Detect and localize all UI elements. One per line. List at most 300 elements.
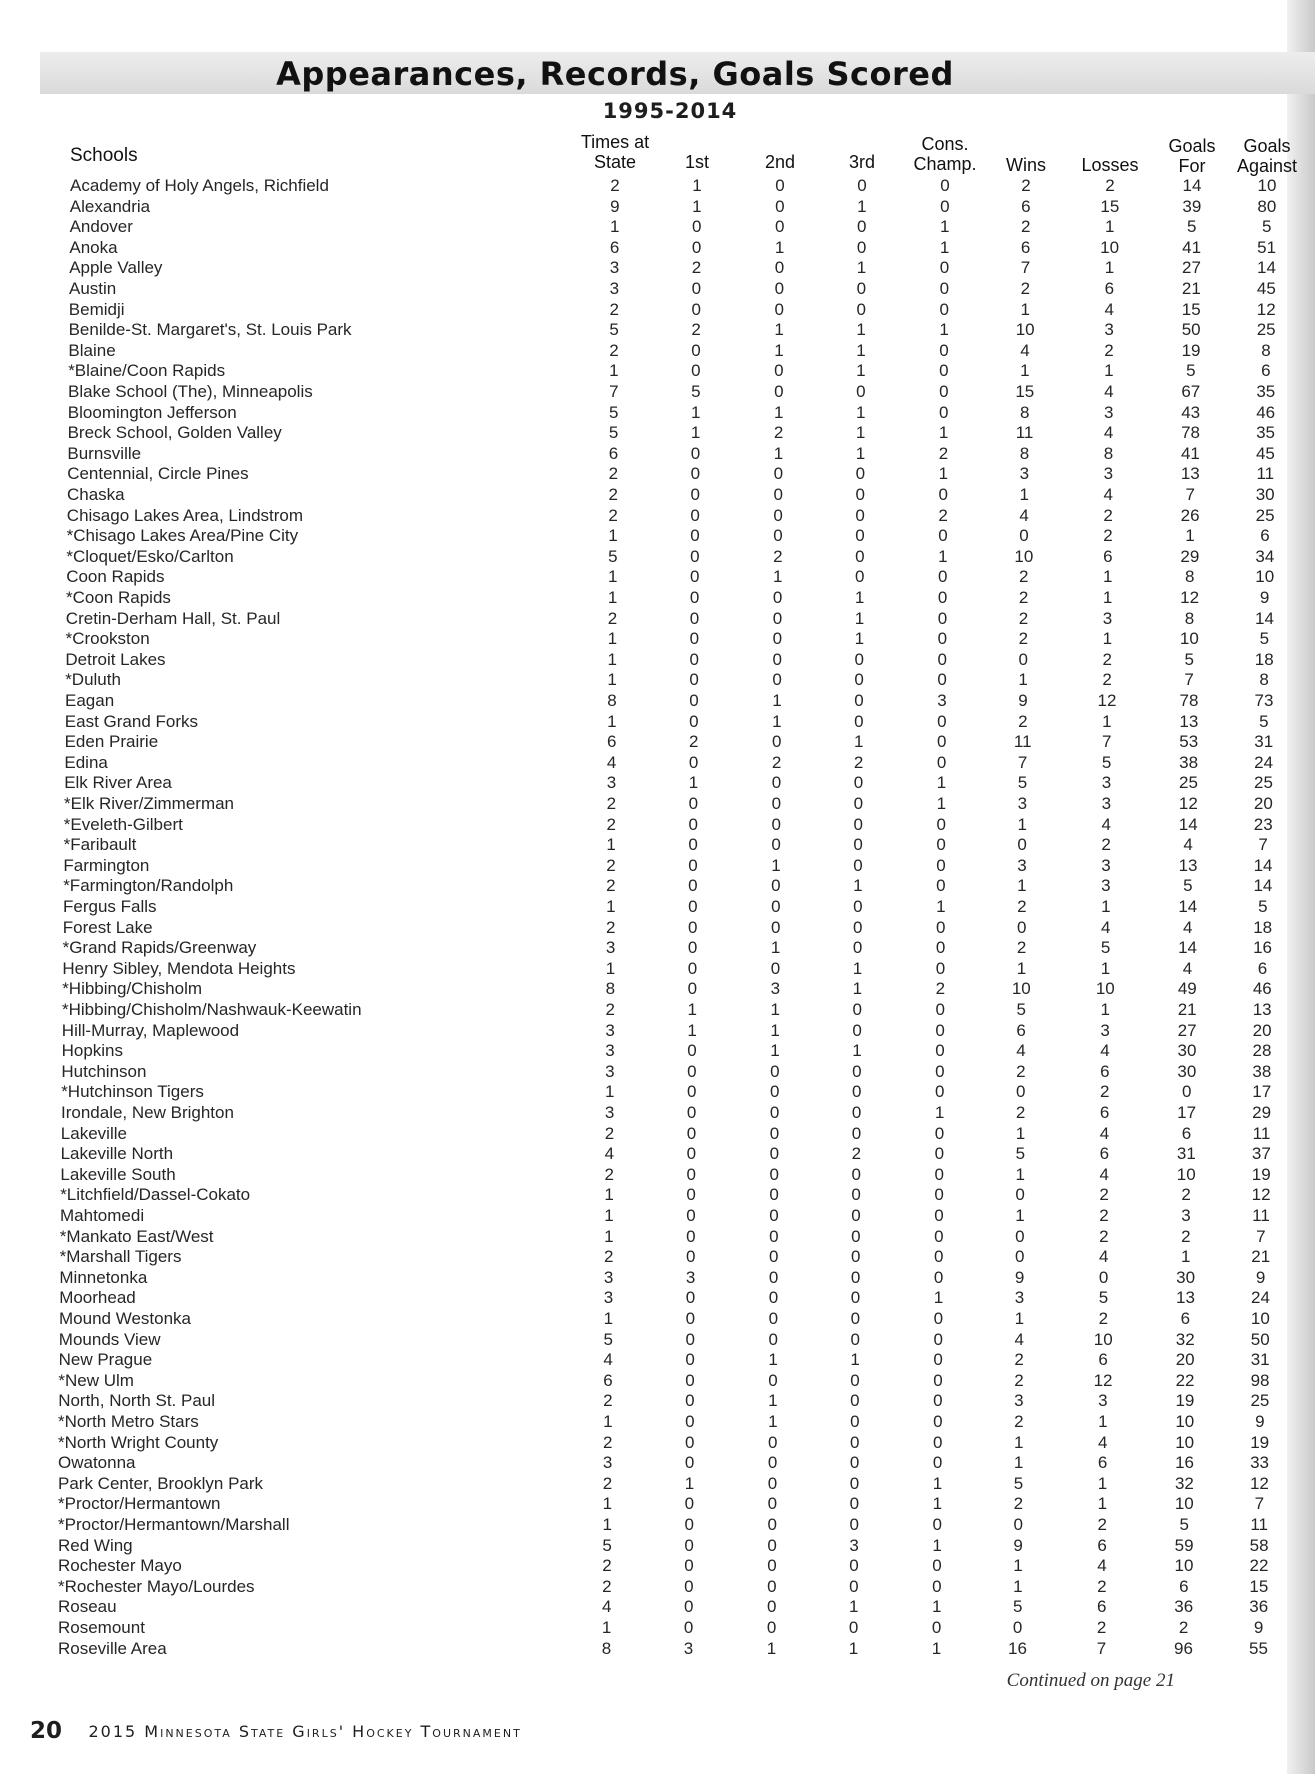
school-name: Alexandria	[69, 196, 151, 216]
header-1st: 1st	[684, 152, 709, 172]
cell-wins: 0	[1017, 835, 1027, 855]
cell-wins: 4	[1020, 340, 1030, 360]
cell-times-at-state: 3	[605, 938, 616, 958]
cell-wins: 2	[1018, 629, 1029, 649]
cell-cons-champ: 0	[936, 814, 946, 834]
cell-wins: 1	[1017, 876, 1027, 896]
cell-3rd: 0	[849, 1556, 859, 1576]
cell-losses: 1	[1100, 958, 1111, 978]
cell-2nd: 0	[773, 505, 783, 525]
cell-times-at-state: 1	[604, 1206, 614, 1225]
cell-2nd: 0	[767, 1515, 777, 1534]
school-name: *North Wright County	[58, 1432, 219, 1452]
cell-1st: 0	[688, 814, 698, 834]
cell-2nd: 0	[766, 1618, 777, 1637]
school-name: Roseville Area	[58, 1638, 167, 1658]
cell-goals-for: 6	[1179, 1576, 1189, 1596]
cell-times-at-state: 3	[606, 773, 617, 793]
cell-losses: 10	[1093, 1329, 1113, 1349]
cell-times-at-state: 3	[603, 1267, 614, 1287]
cell-1st: 0	[684, 1556, 694, 1576]
table-row	[0, 794, 1300, 815]
cell-3rd: 0	[852, 1020, 862, 1040]
cell-times-at-state: 4	[606, 752, 617, 772]
cell-times-at-state: 2	[602, 1432, 613, 1452]
cell-wins: 9	[1014, 1267, 1025, 1287]
school-name: Hutchinson	[61, 1061, 147, 1081]
cell-1st: 0	[685, 1329, 695, 1349]
cell-cons-champ: 0	[935, 1020, 945, 1040]
cell-3rd: 1	[852, 958, 863, 978]
cell-2nd: 0	[772, 670, 782, 690]
cell-goals-for: 14	[1178, 938, 1197, 958]
cell-3rd: 1	[854, 608, 865, 628]
table-row	[0, 361, 1300, 382]
cell-goals-against: 50	[1250, 1329, 1270, 1349]
table-row	[0, 670, 1300, 691]
cell-losses: 4	[1103, 485, 1113, 504]
cell-cons-champ: 0	[937, 732, 947, 752]
cell-1st: 0	[690, 443, 701, 463]
school-name: *Rochester Mayo/Lourdes	[58, 1576, 255, 1596]
cell-1st: 0	[685, 1350, 695, 1370]
cell-goals-for: 13	[1180, 464, 1200, 484]
cell-goals-against: 16	[1253, 938, 1272, 958]
cell-losses: 2	[1097, 1576, 1107, 1596]
cell-times-at-state: 1	[607, 588, 618, 607]
cell-cons-champ: 0	[939, 258, 950, 278]
table-row	[0, 1041, 1300, 1062]
cell-wins: 3	[1019, 464, 1030, 484]
cell-losses: 1	[1104, 258, 1115, 278]
cell-1st: 0	[688, 752, 699, 772]
cell-wins: 1	[1020, 361, 1030, 381]
cell-cons-champ: 1	[938, 546, 948, 566]
cell-wins: 2	[1018, 711, 1028, 731]
cell-goals-against: 36	[1249, 1597, 1269, 1617]
cell-1st: 0	[687, 938, 698, 958]
cell-cons-champ: 1	[938, 423, 949, 443]
cell-goals-for: 19	[1175, 1391, 1195, 1411]
cell-3rd: 0	[851, 1082, 862, 1102]
school-name: North, North St. Paul	[58, 1391, 216, 1411]
cell-goals-against: 19	[1250, 1432, 1270, 1452]
cell-3rd: 0	[856, 299, 866, 319]
cell-goals-for: 96	[1174, 1638, 1193, 1658]
cell-goals-for: 8	[1184, 567, 1195, 587]
cell-goals-against: 10	[1250, 1309, 1270, 1328]
table-row	[0, 753, 1300, 774]
cell-goals-for: 78	[1179, 691, 1199, 710]
table-row	[0, 1391, 1300, 1412]
cell-goals-for: 10	[1175, 1412, 1195, 1431]
table-row	[0, 464, 1300, 485]
cell-goals-for: 6	[1181, 1123, 1192, 1143]
cell-times-at-state: 1	[605, 958, 616, 978]
school-name: *Proctor/Hermantown/Marshall	[58, 1515, 290, 1534]
cell-losses: 4	[1100, 1041, 1110, 1061]
cell-3rd: 0	[853, 855, 863, 875]
table-row	[0, 1185, 1300, 1206]
cell-cons-champ: 0	[932, 1432, 943, 1452]
cell-goals-against: 5	[1259, 711, 1269, 731]
school-name: Hopkins	[61, 1041, 124, 1061]
cell-times-at-state: 1	[603, 1309, 614, 1328]
cell-3rd: 0	[855, 546, 865, 566]
cell-goals-for: 5	[1183, 876, 1193, 896]
cell-goals-against: 58	[1249, 1535, 1269, 1555]
cell-goals-against: 5	[1262, 217, 1272, 237]
cell-goals-for: 13	[1179, 711, 1199, 731]
cell-2nd: 0	[769, 1082, 780, 1102]
cell-times-at-state: 1	[607, 649, 617, 669]
cell-2nd: 1	[774, 320, 784, 340]
table-row	[0, 588, 1300, 609]
cell-1st: 0	[686, 1082, 697, 1102]
cell-cons-champ: 0	[935, 958, 946, 978]
cell-times-at-state: 3	[609, 279, 620, 298]
table-row	[0, 258, 1300, 279]
cell-2nd: 1	[773, 402, 784, 422]
cell-times-at-state: 1	[603, 1412, 613, 1431]
cell-cons-champ: 0	[931, 1618, 942, 1637]
school-name: Elk River Area	[64, 773, 172, 793]
cell-3rd: 0	[850, 1412, 860, 1431]
cell-times-at-state: 3	[605, 1061, 615, 1081]
cell-1st: 0	[689, 670, 699, 690]
cell-wins: 10	[1015, 320, 1035, 340]
cell-2nd: 0	[773, 485, 783, 504]
cell-times-at-state: 1	[607, 567, 618, 587]
school-name: New Prague	[58, 1350, 153, 1370]
cell-losses: 10	[1095, 979, 1115, 999]
cell-losses: 6	[1099, 1103, 1110, 1122]
cell-goals-for: 32	[1174, 1473, 1194, 1493]
cell-3rd: 0	[855, 485, 865, 504]
cell-losses: 8	[1103, 443, 1114, 463]
cell-2nd: 2	[771, 752, 782, 772]
cell-1st: 3	[685, 1267, 696, 1287]
cell-3rd: 0	[849, 1515, 859, 1534]
cell-losses: 2	[1103, 505, 1113, 525]
cell-1st: 0	[688, 794, 699, 813]
cell-3rd: 0	[850, 1267, 861, 1287]
table-row	[0, 423, 1300, 444]
cell-losses: 5	[1100, 938, 1111, 958]
cell-2nd: 0	[769, 1206, 779, 1225]
cell-losses: 2	[1098, 1309, 1109, 1328]
cell-goals-for: 27	[1182, 258, 1201, 278]
cell-1st: 1	[692, 176, 702, 195]
cell-wins: 1	[1013, 1556, 1023, 1576]
cell-wins: 3	[1017, 855, 1027, 875]
table-row	[0, 856, 1300, 877]
cell-cons-champ: 0	[932, 1556, 942, 1576]
cell-wins: 1	[1016, 958, 1027, 978]
cell-1st: 0	[685, 1288, 696, 1308]
cell-cons-champ: 1	[931, 1597, 942, 1617]
cell-cons-champ: 0	[933, 1370, 943, 1390]
cell-times-at-state: 1	[604, 1185, 614, 1205]
cell-2nd: 1	[770, 1041, 780, 1061]
cell-wins: 0	[1015, 1082, 1026, 1102]
cell-cons-champ: 0	[938, 526, 948, 546]
school-name: Lakeville South	[60, 1164, 176, 1184]
cell-cons-champ: 0	[934, 1082, 945, 1102]
cell-3rd: 0	[852, 917, 863, 937]
cell-goals-for: 10	[1176, 1164, 1196, 1184]
cell-2nd: 0	[771, 773, 782, 793]
cell-losses: 3	[1103, 464, 1114, 484]
table-row	[0, 650, 1300, 671]
cell-1st: 0	[688, 835, 698, 855]
cell-goals-for: 6	[1180, 1309, 1191, 1328]
cell-2nd: 0	[772, 732, 782, 752]
cell-goals-for: 15	[1181, 299, 1201, 319]
cell-3rd: 0	[850, 1288, 861, 1308]
cell-losses: 4	[1097, 1432, 1108, 1452]
cell-3rd: 0	[851, 1185, 861, 1205]
cell-losses: 3	[1100, 1020, 1110, 1040]
cell-3rd: 0	[854, 567, 865, 587]
cell-1st: 0	[687, 917, 698, 937]
cell-goals-against: 15	[1249, 1576, 1269, 1596]
school-name: Detroit Lakes	[65, 649, 166, 669]
school-name: *Farmington/Randolph	[63, 876, 234, 896]
school-name: Rosemount	[58, 1618, 145, 1637]
cell-losses: 3	[1103, 402, 1114, 422]
table-row	[0, 1330, 1300, 1351]
table-row	[0, 197, 1300, 218]
cell-goals-for: 67	[1181, 382, 1201, 401]
cell-goals-against: 23	[1253, 814, 1273, 834]
cell-wins: 5	[1016, 1000, 1026, 1019]
cell-losses: 4	[1104, 382, 1114, 401]
cell-2nd: 0	[771, 835, 781, 855]
cell-times-at-state: 8	[605, 979, 616, 999]
cell-2nd: 1	[772, 691, 782, 710]
cell-goals-for: 4	[1182, 958, 1193, 978]
cell-1st: 0	[691, 237, 702, 257]
table-row	[0, 1000, 1300, 1021]
cell-2nd: 0	[774, 361, 784, 381]
cell-goals-against: 22	[1249, 1556, 1269, 1576]
cell-goals-for: 19	[1181, 340, 1201, 360]
table-row	[0, 1144, 1300, 1165]
cell-cons-champ: 0	[935, 917, 946, 937]
cell-wins: 8	[1019, 402, 1030, 422]
header-goals-for: Goals For	[1168, 136, 1216, 176]
table-row	[0, 1021, 1300, 1042]
cell-losses: 4	[1101, 814, 1111, 834]
table-row	[0, 1556, 1300, 1577]
table-row	[0, 1309, 1300, 1330]
cell-goals-against: 6	[1260, 526, 1270, 546]
cell-3rd: 0	[854, 649, 864, 669]
cell-cons-champ: 0	[937, 670, 947, 690]
cell-losses: 2	[1103, 526, 1113, 546]
cell-cons-champ: 0	[936, 855, 946, 875]
page-footer	[30, 1718, 522, 1744]
cell-wins: 0	[1016, 917, 1027, 937]
table-row	[0, 918, 1300, 939]
cell-3rd: 0	[849, 1494, 860, 1514]
school-name: Austin	[69, 279, 117, 298]
cell-cons-champ: 0	[939, 299, 949, 319]
table-row	[0, 403, 1300, 424]
school-name: Benilde-St. Margaret's, St. Louis Park	[68, 320, 352, 340]
cell-wins: 2	[1016, 1061, 1026, 1081]
school-name: *Hutchinson Tigers	[61, 1082, 204, 1102]
table-row	[0, 1597, 1300, 1618]
cell-3rd: 0	[857, 176, 867, 195]
school-name: *Proctor/Hermantown	[58, 1494, 221, 1514]
school-name: *Litchfield/Dassel-Cokato	[60, 1185, 251, 1205]
cell-3rd: 0	[849, 1473, 860, 1493]
cell-3rd: 2	[853, 752, 864, 772]
cell-goals-for: 3	[1181, 1206, 1191, 1225]
cell-1st: 2	[689, 732, 699, 752]
cell-times-at-state: 6	[608, 443, 619, 463]
cell-goals-against: 46	[1256, 402, 1276, 422]
cell-times-at-state: 2	[608, 505, 618, 525]
cell-cons-champ: 0	[935, 1041, 945, 1061]
cell-goals-against: 31	[1254, 732, 1274, 752]
cell-cons-champ: 0	[934, 1123, 945, 1143]
cell-3rd: 0	[851, 1123, 862, 1143]
school-name: Cretin-Derham Hall, St. Paul	[65, 608, 281, 628]
cell-wins: 2	[1021, 176, 1031, 195]
cell-goals-against: 8	[1259, 670, 1269, 690]
cell-wins: 1	[1019, 485, 1029, 504]
cell-1st: 0	[689, 649, 699, 669]
table-row	[0, 526, 1300, 547]
table-row	[0, 691, 1300, 712]
cell-goals-for: 39	[1182, 196, 1202, 216]
cell-goals-against: 24	[1254, 752, 1274, 772]
cell-goals-against: 9	[1253, 1618, 1264, 1637]
cell-wins: 1	[1014, 1309, 1025, 1328]
cell-2nd: 0	[770, 917, 781, 937]
cell-goals-for: 41	[1182, 237, 1202, 257]
cell-wins: 5	[1012, 1597, 1023, 1617]
school-name: *Mankato East/West	[59, 1226, 214, 1246]
cell-goals-against: 37	[1251, 1144, 1271, 1164]
cell-1st: 0	[691, 279, 702, 298]
cell-goals-against: 28	[1252, 1041, 1272, 1061]
cell-cons-champ: 0	[938, 485, 948, 504]
cell-times-at-state: 2	[602, 1576, 612, 1596]
cell-cons-champ: 0	[935, 1000, 945, 1019]
cell-losses: 2	[1099, 1082, 1110, 1102]
table-row	[0, 1433, 1300, 1454]
cell-goals-for: 5	[1179, 1515, 1189, 1534]
cell-times-at-state: 5	[603, 1329, 613, 1349]
cell-1st: 0	[686, 1103, 697, 1122]
cell-cons-champ: 0	[934, 1226, 944, 1246]
cell-3rd: 1	[855, 402, 866, 422]
cell-goals-against: 20	[1253, 794, 1273, 813]
cell-3rd: 0	[857, 217, 867, 237]
cell-2nd: 0	[768, 1370, 778, 1390]
cell-wins: 5	[1017, 773, 1028, 793]
table-row	[0, 1227, 1300, 1248]
cell-3rd: 2	[851, 1144, 862, 1164]
school-name: Fergus Falls	[63, 897, 157, 916]
cell-goals-for: 59	[1174, 1535, 1194, 1555]
cell-1st: 0	[688, 897, 698, 916]
cell-wins: 2	[1018, 588, 1029, 607]
cell-3rd: 3	[849, 1535, 859, 1555]
cell-cons-champ: 0	[934, 1247, 944, 1267]
cell-goals-for: 14	[1178, 814, 1198, 834]
header-goals-against: Goals Against	[1236, 136, 1298, 176]
cell-1st: 0	[683, 1618, 694, 1637]
cell-2nd: 0	[767, 1535, 777, 1555]
school-name: Blaine	[68, 340, 116, 360]
cell-times-at-state: 2	[608, 464, 619, 484]
cell-3rd: 0	[851, 1226, 861, 1246]
cell-3rd: 0	[855, 464, 866, 484]
table-row	[0, 938, 1300, 959]
cell-cons-champ: 0	[934, 1185, 944, 1205]
cell-3rd: 1	[853, 876, 863, 896]
cell-goals-against: 55	[1249, 1638, 1268, 1658]
cell-wins: 3	[1017, 794, 1028, 813]
cell-times-at-state: 4	[604, 1144, 615, 1164]
cell-2nd: 0	[769, 1144, 780, 1164]
cell-3rd: 1	[856, 258, 867, 278]
cell-cons-champ: 2	[938, 505, 948, 525]
cell-goals-against: 11	[1250, 1515, 1269, 1534]
cell-goals-against: 11	[1252, 1123, 1271, 1143]
school-name: *Crookston	[65, 629, 150, 649]
cell-goals-against: 73	[1254, 691, 1274, 710]
cell-1st: 0	[687, 1041, 697, 1061]
cell-losses: 3	[1101, 876, 1111, 896]
cell-1st: 0	[689, 588, 700, 607]
cell-wins: 7	[1017, 752, 1028, 772]
cell-times-at-state: 3	[603, 1288, 614, 1308]
cell-losses: 2	[1102, 670, 1112, 690]
cell-wins: 0	[1018, 649, 1028, 669]
cell-3rd: 1	[856, 340, 866, 360]
cell-3rd: 0	[852, 1000, 862, 1019]
table-row	[0, 1371, 1300, 1392]
table-row	[0, 1494, 1300, 1515]
cell-2nd: 1	[771, 855, 781, 875]
school-name: Centennial, Circle Pines	[67, 464, 249, 484]
cell-3rd: 0	[854, 670, 864, 690]
table-row	[0, 1618, 1300, 1639]
cell-cons-champ: 0	[936, 752, 947, 772]
cell-wins: 1	[1020, 299, 1030, 319]
school-name: *Elk River/Zimmerman	[64, 794, 235, 813]
cell-1st: 0	[691, 299, 701, 319]
cell-losses: 1	[1100, 1000, 1110, 1019]
cell-3rd: 1	[850, 1350, 860, 1370]
cell-1st: 2	[691, 320, 701, 340]
cell-losses: 12	[1097, 691, 1117, 710]
cell-goals-against: 5	[1258, 897, 1268, 916]
cell-2nd: 1	[770, 938, 781, 958]
cell-1st: 0	[691, 361, 701, 381]
cell-times-at-state: 1	[604, 1226, 614, 1246]
table-row	[0, 835, 1300, 856]
cell-goals-against: 25	[1254, 773, 1273, 793]
cell-2nd: 0	[770, 1061, 780, 1081]
cell-goals-for: 13	[1178, 855, 1198, 875]
